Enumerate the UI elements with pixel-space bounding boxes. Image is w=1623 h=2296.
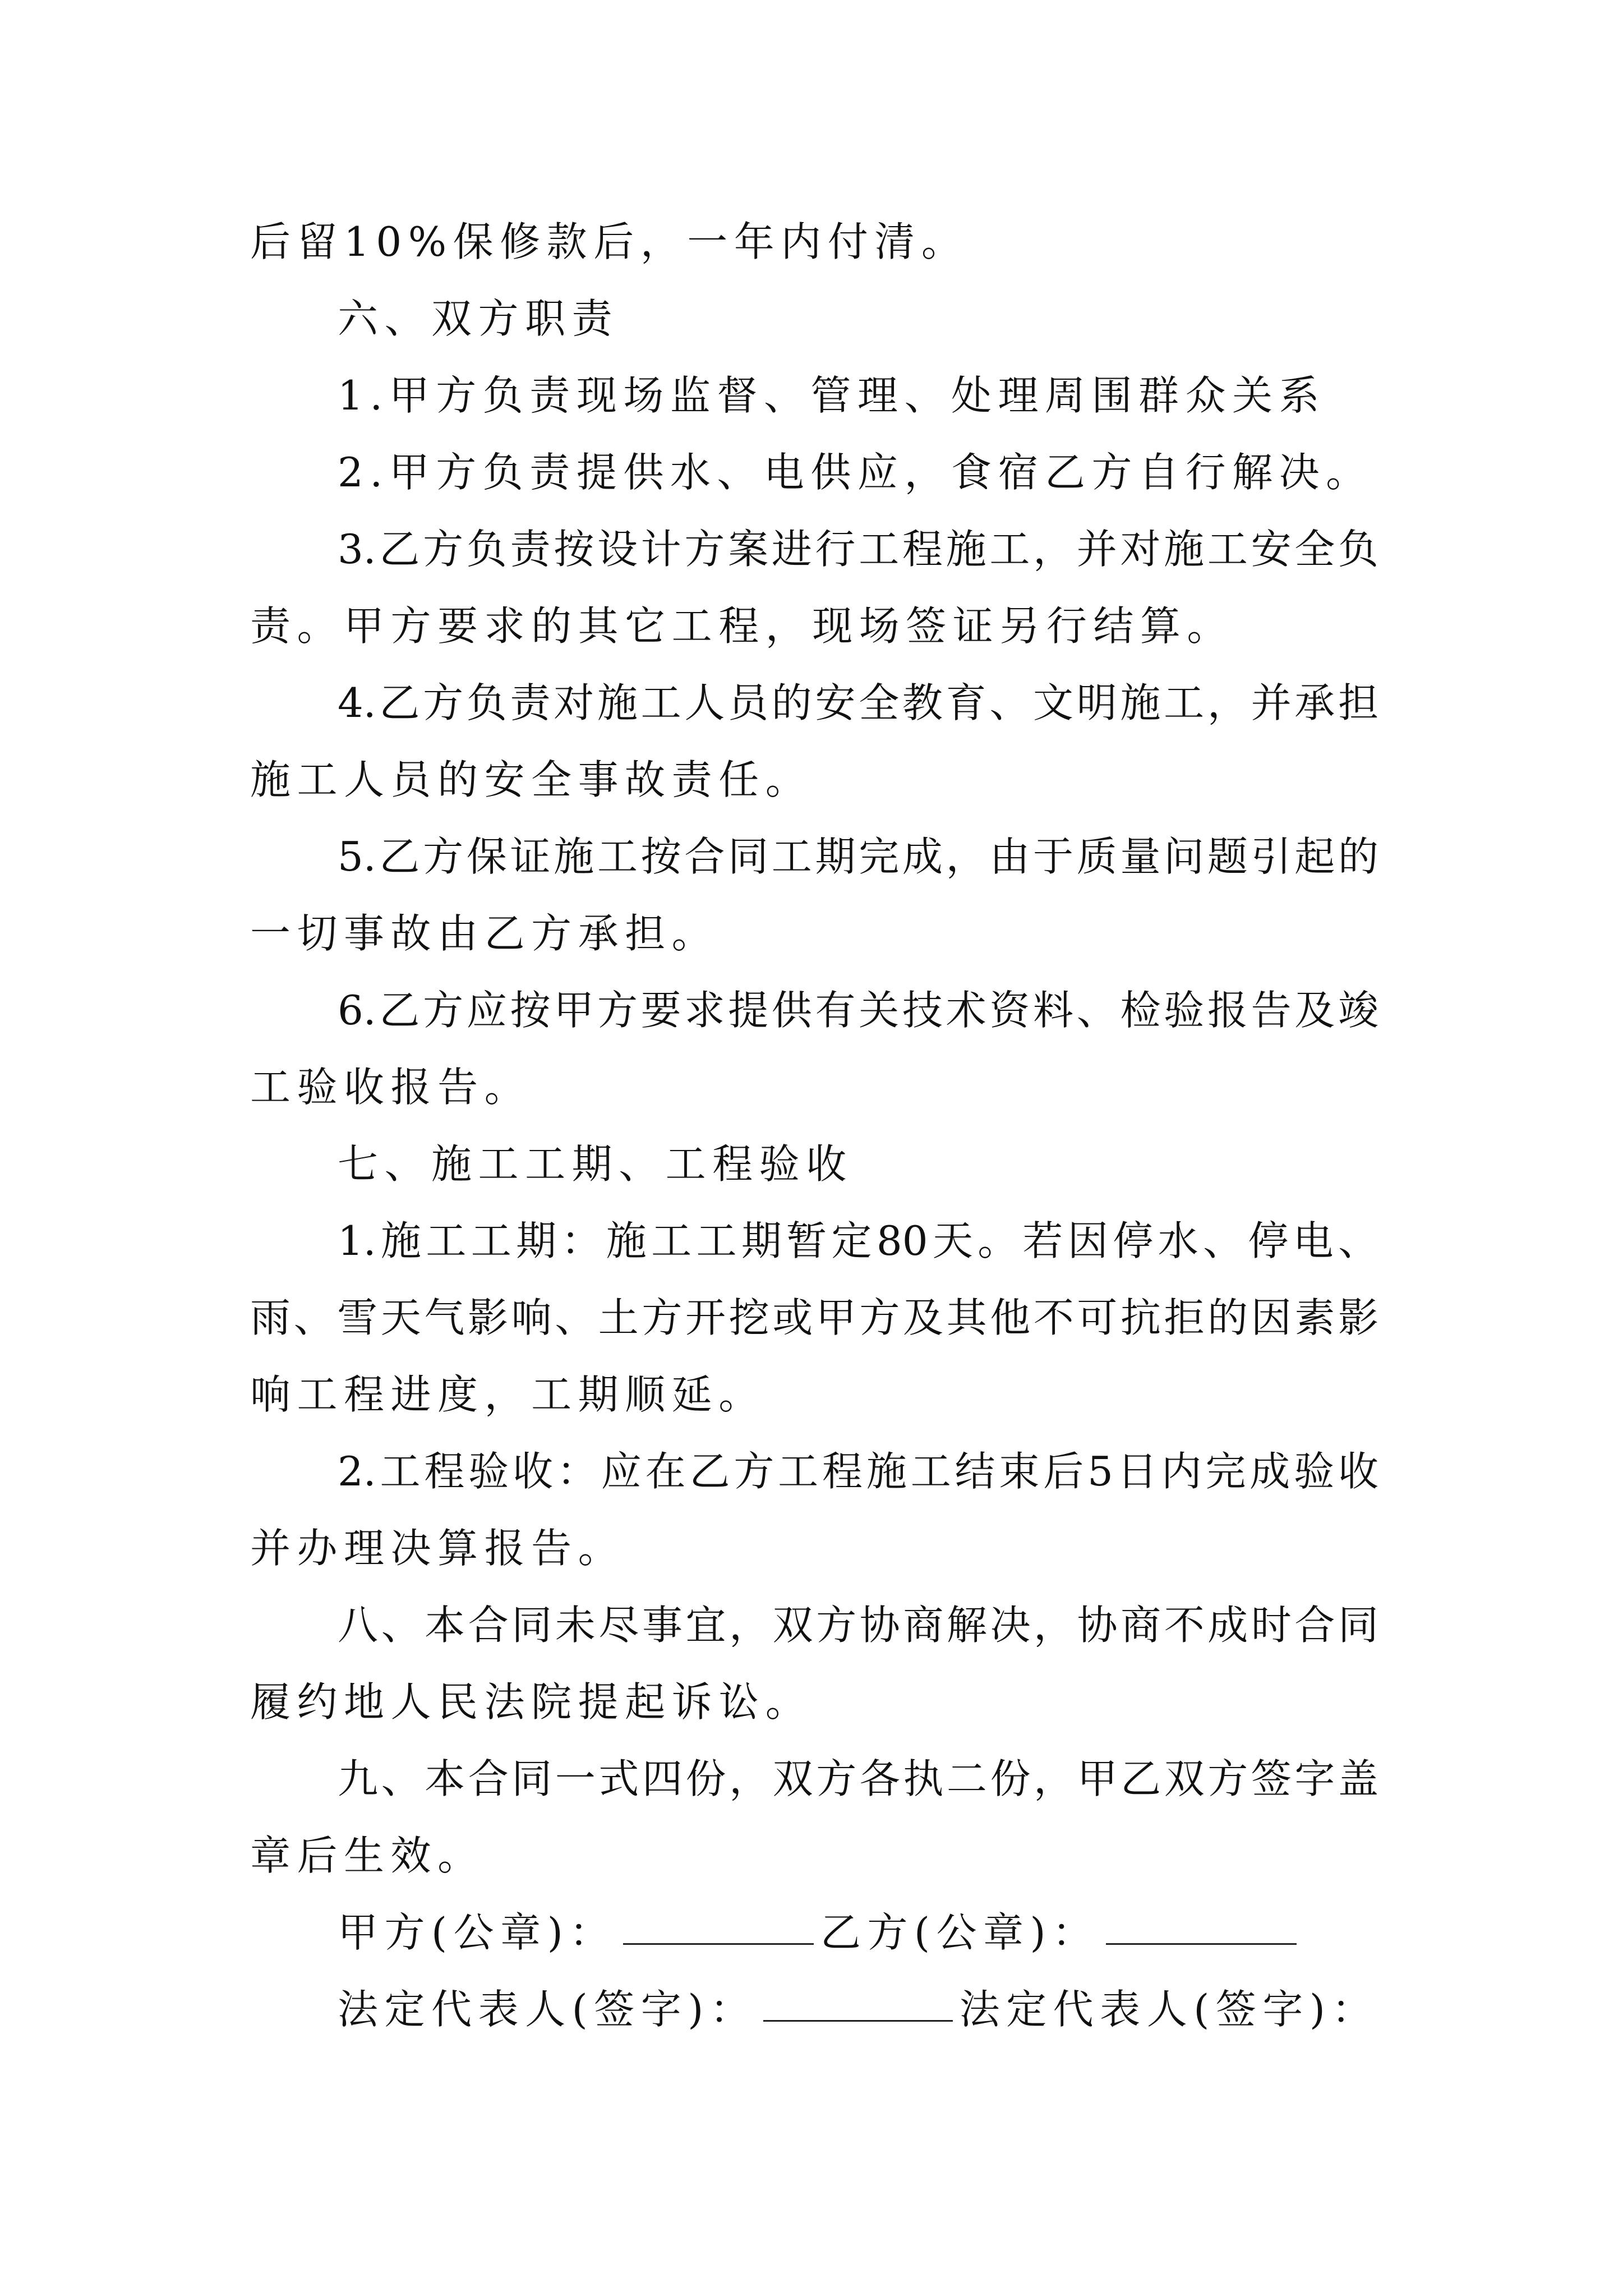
text-line: 责。甲方要求的其它工程，现场签证另行结算。	[250, 602, 1234, 650]
text-line: 六、双方职责	[338, 295, 619, 342]
party-b-seal-blank	[1106, 1921, 1297, 1945]
text-line: 响工程进度，工期顺延。	[250, 1371, 766, 1418]
text-line: 施工人员的安全事故责任。	[250, 756, 813, 803]
contract-clauses	[250, 204, 1378, 1894]
text-line: 5.乙方保证施工按合同工期完成，由于质量问题引起的	[338, 833, 1378, 880]
text-line: 履约地人民法院提起诉讼。	[250, 1678, 813, 1726]
text-line: 七、施工工期、工程验收	[338, 1140, 853, 1188]
text-line: 2.工程验收：应在乙方工程施工结束后5日内完成验收	[338, 1448, 1378, 1495]
text-line: 后留10%保修款后，一年内付清。	[250, 218, 969, 265]
party-a-rep-label: 法定代表人(签字)：	[338, 1986, 757, 2033]
seal-row	[250, 1894, 1378, 1971]
text-line: 2.甲方负责提供水、电供应，食宿乙方自行解决。	[338, 449, 1373, 496]
party-b-seal-label: 乙方(公章)：	[820, 1909, 1099, 1956]
text-line: 4.乙方负责对施工人员的安全教育、文明施工，并承担	[338, 679, 1378, 726]
text-line: 6.乙方应按甲方要求提供有关技术资料、检验报告及竣	[338, 987, 1378, 1034]
contract-body	[250, 204, 1378, 2048]
text-line: 雨、雪天气影响、土方开挖或甲方及其他不可抗拒的因素影	[250, 1294, 1378, 1341]
text-line: 一切事故由乙方承担。	[250, 910, 719, 957]
party-a-rep-blank	[763, 1998, 952, 2022]
party-b-rep-label: 法定代表人(签字)：	[959, 1986, 1378, 2033]
text-line: 3.乙方负责按设计方案进行工程施工，并对施工安全负	[338, 526, 1378, 573]
party-a-seal-blank	[623, 1921, 814, 1945]
text-line: 章后生效。	[250, 1832, 485, 1879]
representative-row	[250, 1971, 1378, 2048]
text-line: 并办理决算报告。	[250, 1525, 625, 1572]
text-line: 1.甲方负责现场监督、管理、处理周围群众关系	[338, 372, 1326, 419]
text-line: 八、本合同未尽事宜，双方协商解决，协商不成时合同	[338, 1602, 1378, 1649]
text-line: 工验收报告。	[250, 1064, 532, 1111]
text-line: 九、本合同一式四份，双方各执二份，甲乙双方签字盖	[338, 1755, 1378, 1802]
text-line: 1.施工工期：施工工期暂定80天。若因停水、停电、	[338, 1217, 1378, 1264]
party-a-seal-label: 甲方(公章)：	[338, 1909, 616, 1956]
